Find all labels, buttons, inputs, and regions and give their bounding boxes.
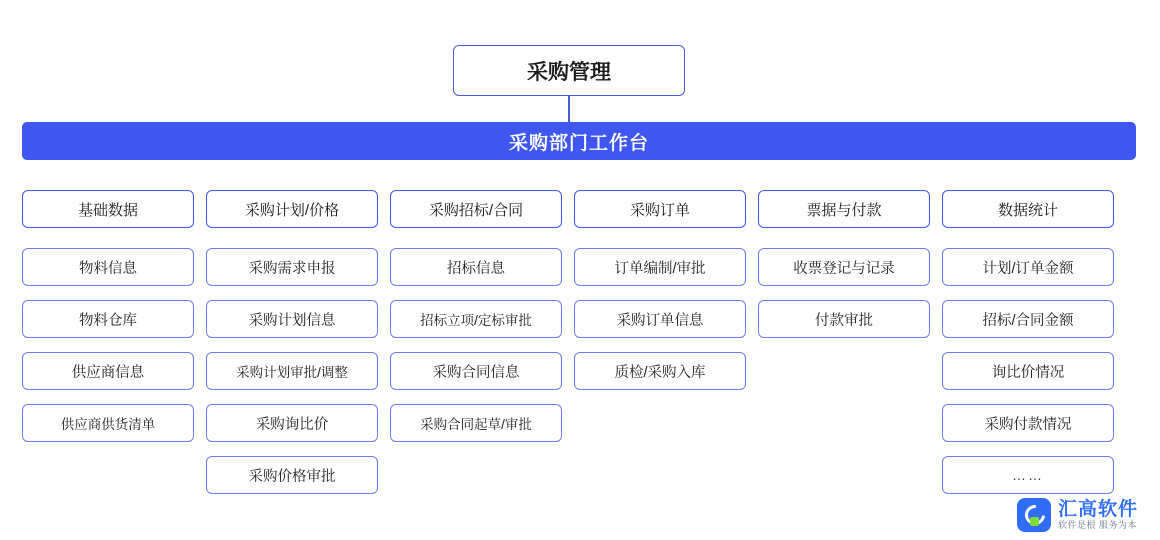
column-header-label: 采购计划/价格 — [244, 201, 340, 219]
list-item-label: 订单编制/审批 — [614, 260, 706, 277]
list-item-label: 供应商信息 — [71, 364, 145, 381]
list-item[interactable] — [574, 248, 746, 286]
list-item-label: 招标立项/定标审批 — [420, 313, 532, 328]
column-items — [758, 248, 930, 338]
list-item[interactable] — [390, 404, 562, 442]
list-item-label: 供应商供货清单 — [60, 417, 156, 432]
column-header[interactable] — [758, 190, 930, 228]
banner — [22, 122, 1136, 160]
column-invoice-payment — [758, 190, 930, 494]
list-item[interactable] — [22, 248, 194, 286]
list-item-label: 招标/合同金额 — [982, 312, 1074, 329]
column-header[interactable] — [206, 190, 378, 228]
brand-logo — [1017, 498, 1138, 532]
list-item[interactable] — [574, 300, 746, 338]
list-item[interactable] — [22, 352, 194, 390]
list-item[interactable] — [22, 404, 194, 442]
list-item-label: 询比价情况 — [991, 364, 1065, 381]
list-item[interactable] — [206, 248, 378, 286]
logo-mark-icon — [1017, 498, 1051, 532]
column-items — [390, 248, 562, 442]
list-item-label: 采购合同信息 — [432, 364, 520, 381]
list-item[interactable] — [22, 300, 194, 338]
column-header-label: 票据与付款 — [806, 201, 882, 219]
list-item-label: 采购价格审批 — [248, 468, 336, 485]
list-item-label: …… — [1012, 467, 1044, 483]
column-header[interactable] — [22, 190, 194, 228]
root-connector-line — [568, 96, 570, 122]
list-item[interactable] — [206, 456, 378, 494]
root-node — [453, 45, 685, 96]
list-item-label: 计划/订单金额 — [982, 260, 1074, 277]
list-item[interactable] — [942, 300, 1114, 338]
list-item-label: 采购需求申报 — [248, 260, 336, 277]
list-item[interactable] — [758, 300, 930, 338]
column-header-label: 采购订单 — [629, 201, 690, 219]
banner-label: 采购部门工作台 — [508, 132, 649, 154]
list-item-label: 招标信息 — [447, 260, 505, 277]
list-item[interactable] — [206, 404, 378, 442]
column-items — [22, 248, 194, 442]
list-item[interactable] — [390, 300, 562, 338]
column-bidding-contract — [390, 190, 562, 494]
list-item-label: 物料仓库 — [79, 312, 137, 329]
column-header-label: 数据统计 — [997, 201, 1058, 219]
column-items — [942, 248, 1114, 494]
list-item[interactable] — [758, 248, 930, 286]
list-item[interactable] — [574, 352, 746, 390]
column-header-label: 采购招标/合同 — [428, 201, 524, 219]
list-item[interactable] — [390, 248, 562, 286]
list-item[interactable] — [942, 248, 1114, 286]
column-header[interactable] — [942, 190, 1114, 228]
column-header[interactable] — [574, 190, 746, 228]
list-item-label: 采购计划信息 — [248, 312, 336, 329]
list-item-label: 采购合同起草/审批 — [420, 417, 532, 432]
column-purchase-order — [574, 190, 746, 494]
logo-slogan: 软件是根 服务为本 — [1057, 519, 1137, 530]
list-item[interactable] — [942, 404, 1114, 442]
list-item-label: 采购询比价 — [255, 416, 329, 433]
list-item[interactable] — [206, 352, 378, 390]
list-item-label: 付款审批 — [815, 312, 873, 329]
list-item-label: 采购计划审批/调整 — [236, 365, 348, 380]
list-item-label: 物料信息 — [79, 260, 137, 277]
column-items — [206, 248, 378, 494]
logo-name: 汇高软件 — [1057, 498, 1138, 520]
list-item-more[interactable] — [942, 456, 1114, 494]
list-item[interactable] — [942, 352, 1114, 390]
list-item[interactable] — [390, 352, 562, 390]
column-header-label: 基础数据 — [77, 201, 138, 219]
column-statistics — [942, 190, 1114, 494]
list-item-label: 采购付款情况 — [984, 416, 1072, 433]
list-item-label: 质检/采购入库 — [614, 364, 706, 381]
column-header[interactable] — [390, 190, 562, 228]
list-item-label: 收票登记与记录 — [793, 260, 895, 277]
column-basic-data — [22, 190, 194, 494]
column-items — [574, 248, 746, 390]
column-plan-price — [206, 190, 378, 494]
list-item[interactable] — [206, 300, 378, 338]
column-group — [22, 190, 1138, 494]
logo-text — [1058, 500, 1138, 531]
root-node-label: 采购管理 — [527, 60, 611, 84]
list-item-label: 采购订单信息 — [616, 312, 704, 329]
